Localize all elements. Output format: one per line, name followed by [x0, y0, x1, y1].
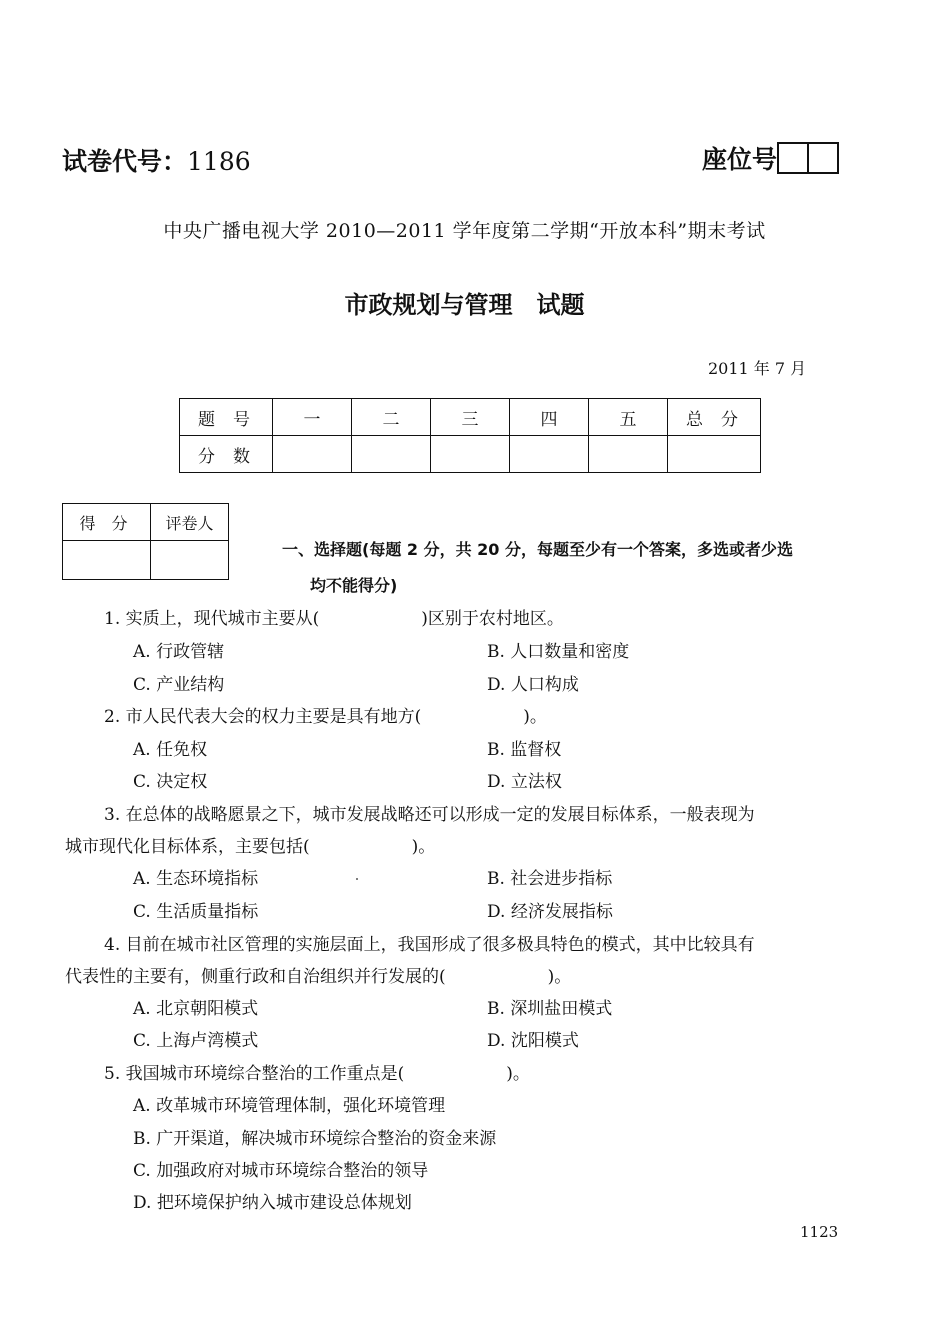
score-table — [179, 398, 761, 473]
subject-title: 市政规划与管理 试题 — [344, 291, 585, 319]
question-5-option-b: B. 广开渠道，解决城市环境综合整治的资金来源 — [133, 1129, 497, 1149]
score-cell — [668, 436, 761, 473]
exam-date: 2011 年 7 月 — [708, 359, 807, 378]
seat-label: 座位号 — [702, 145, 778, 174]
question-3-option-d: D. 经济发展指标 — [487, 902, 613, 922]
score-header-cell: 总分 — [668, 399, 761, 436]
grader-table — [62, 503, 229, 580]
question-3-stem-continued: 城市现代化目标体系，主要包括( )。 — [65, 837, 436, 857]
question-2-option-b: B. 监督权 — [487, 740, 562, 760]
score-cell — [589, 436, 668, 473]
score-header-cell: 四 — [510, 399, 589, 436]
score-header-cell: 三 — [431, 399, 510, 436]
seat-number — [702, 140, 839, 176]
question-1-option-a: A. 行政管辖 — [133, 642, 225, 662]
question-4-stem: 4. 目前在城市社区管理的实施层面上，我国形成了很多极具特色的模式，其中比较具有 — [104, 935, 755, 955]
paper-code-label: 试卷代号： — [62, 147, 188, 176]
question-3-stem: 3. 在总体的战略愿景之下，城市发展战略还可以形成一定的发展目标体系，一般表现为 — [104, 805, 755, 825]
question-1-option-d: D. 人口构成 — [487, 675, 579, 695]
grader-name-cell — [151, 541, 229, 580]
score-header-cell: 二 — [352, 399, 431, 436]
seat-box — [807, 142, 839, 174]
paper-code-number: 1186 — [187, 147, 251, 176]
question-5-option-c: C. 加强政府对城市环境综合整治的领导 — [133, 1161, 429, 1181]
grader-score-label: 得分 — [63, 504, 151, 541]
seat-boxes — [779, 142, 839, 174]
exam-title: 中央广播电视大学 2010—2011 学年度第二学期“开放本科”期末考试 — [163, 220, 766, 242]
question-1-stem: 1. 实质上，现代城市主要从( )区别于农村地区。 — [104, 609, 564, 629]
score-header-cell: 一 — [273, 399, 352, 436]
question-3-option-c: C. 生活质量指标 — [133, 902, 259, 922]
section-heading-line1: 一、选择题(每题 2 分，共 20 分，每题至少有一个答案，多选或者少选 — [282, 540, 793, 559]
score-table-header-row — [180, 399, 761, 436]
paper-code — [62, 142, 251, 178]
question-1-option-b: B. 人口数量和密度 — [487, 642, 630, 662]
question-5-stem: 5. 我国城市环境综合整治的工作重点是( )。 — [104, 1064, 530, 1084]
question-2-stem: 2. 市人民代表大会的权力主要是具有地方( )。 — [104, 707, 547, 727]
question-4-option-b: B. 深圳盐田模式 — [487, 999, 613, 1019]
question-4-option-c: C. 上海卢湾模式 — [133, 1031, 259, 1051]
page-number: 1123 — [800, 1223, 839, 1241]
score-header-cell: 五 — [589, 399, 668, 436]
score-row-label: 分数 — [180, 436, 273, 473]
question-4-option-d: D. 沈阳模式 — [487, 1031, 579, 1051]
score-cell — [431, 436, 510, 473]
section-heading — [282, 532, 862, 604]
question-4-stem-continued: 代表性的主要有，侧重行政和自治组织并行发展的( )。 — [65, 967, 572, 987]
section-heading-line2: 均不能得分) — [310, 576, 398, 595]
question-3-option-a: A. 生态环境指标 — [133, 869, 259, 889]
question-3-option-b: B. 社会进步指标 — [487, 869, 613, 889]
question-5-option-d: D. 把环境保护纳入城市建设总体规划 — [133, 1193, 412, 1213]
question-1-option-c: C. 产业结构 — [133, 675, 225, 695]
score-cell — [273, 436, 352, 473]
seat-box — [777, 142, 809, 174]
score-cell — [352, 436, 431, 473]
question-2-option-c: C. 决定权 — [133, 772, 208, 792]
question-4-option-a: A. 北京朝阳模式 — [133, 999, 259, 1019]
grader-name-label: 评卷人 — [151, 504, 229, 541]
question-2-option-a: A. 任免权 — [133, 740, 208, 760]
score-header-cell: 题号 — [180, 399, 273, 436]
grader-score-cell — [63, 541, 151, 580]
score-cell — [510, 436, 589, 473]
score-table-score-row — [180, 436, 761, 473]
scan-speck — [356, 878, 358, 880]
question-5-option-a: A. 改革城市环境管理体制，强化环境管理 — [133, 1096, 446, 1116]
question-2-option-d: D. 立法权 — [487, 772, 562, 792]
